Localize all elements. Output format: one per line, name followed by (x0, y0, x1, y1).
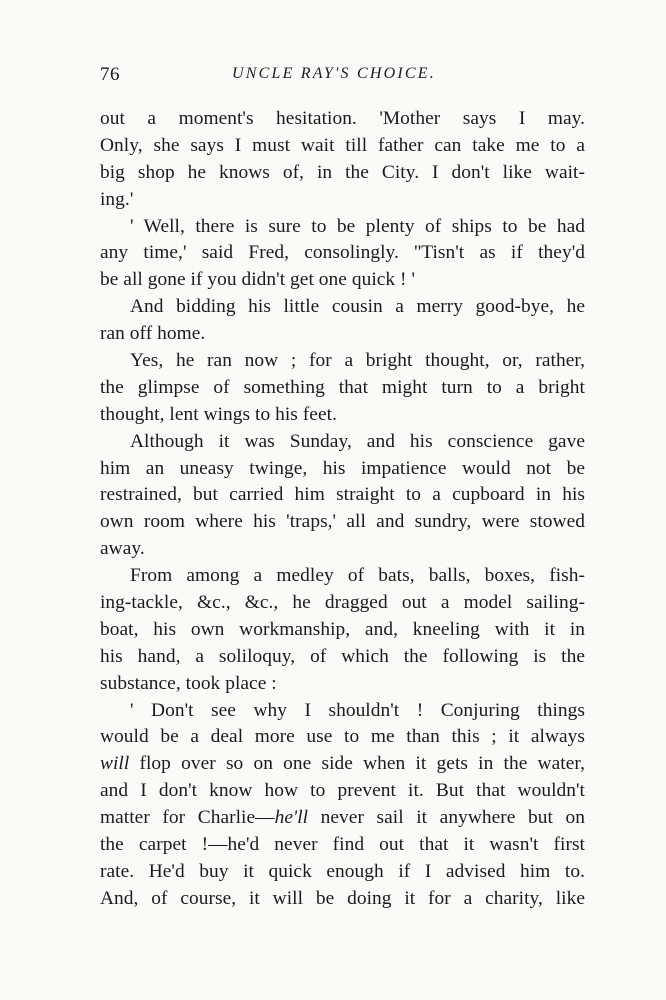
text-line: thought, lent wings to his feet. (100, 403, 337, 425)
text-line: boat, his own workmanship, and, kneeling with it in (100, 618, 585, 640)
text-line: ' Don't see why I shouldn't ! Conjuring things (130, 699, 585, 721)
page-number: 76 (100, 64, 120, 85)
emphasis: he'll (274, 807, 309, 829)
text-line: Only, she says I must wait till father can take me to a (100, 134, 585, 156)
text-line: and I don't know how to prevent it. But that wouldn't (100, 780, 585, 802)
text-line: the glimpse of something that might turn to a bright (100, 376, 585, 398)
text-line: his hand, a soliloquy, of which the following is the (100, 645, 585, 667)
running-title: UNCLE RAY'S CHOICE. (232, 65, 436, 82)
text-line: And, of course, it will be doing it for a charity, like (100, 887, 585, 909)
text-line (100, 751, 585, 778)
text-line: any time,' said Fred, consolingly. ''Tisn't as if they'd (100, 242, 585, 264)
text-line: big shop he knows of, in the City. I don't like wait- (100, 161, 585, 183)
text-run: never sail it anywhere but on (308, 807, 585, 829)
text-line: substance, took place : (100, 672, 277, 694)
text-line: the carpet !—he'd never find out that it wasn't first (100, 834, 585, 856)
body-text (100, 106, 585, 913)
text-line: Although it was Sunday, and his conscience gave (130, 430, 585, 452)
text-line: From among a medley of bats, balls, boxes, fish- (130, 565, 585, 587)
text-run: flop over so on one side when it gets in the water, (129, 753, 585, 775)
text-line: rate. He'd buy it quick enough if I advised him to. (100, 860, 585, 882)
text-line: Yes, he ran now ; for a bright thought, or, rather, (130, 350, 585, 372)
text-line: him an uneasy twinge, his impatience would not be (100, 457, 585, 479)
text-line: away. (100, 538, 145, 560)
text-line: own room where his 'traps,' all and sundry, were stowed (100, 511, 585, 533)
text-line: restrained, but carried him straight to a cupboard in his (100, 484, 585, 506)
text-line: be all gone if you didn't get one quick ! ' (100, 269, 416, 291)
running-head (100, 64, 585, 88)
text-run: matter for Charlie— (100, 807, 275, 829)
text-line: would be a deal more use to me than this ; it always (100, 726, 585, 748)
text-line: ing.' (100, 188, 134, 210)
text-line: ran off home. (100, 323, 206, 345)
text-line: ing-tackle, &c., &c., he dragged out a model sailing- (100, 592, 585, 614)
text-line (100, 805, 585, 832)
text-line: ' Well, there is sure to be plenty of ships to be had (130, 215, 585, 237)
emphasis: will (100, 753, 130, 775)
text-line: out a moment's hesitation. 'Mother says I may. (100, 108, 585, 129)
text-line: And bidding his little cousin a merry good-bye, he (130, 296, 585, 318)
